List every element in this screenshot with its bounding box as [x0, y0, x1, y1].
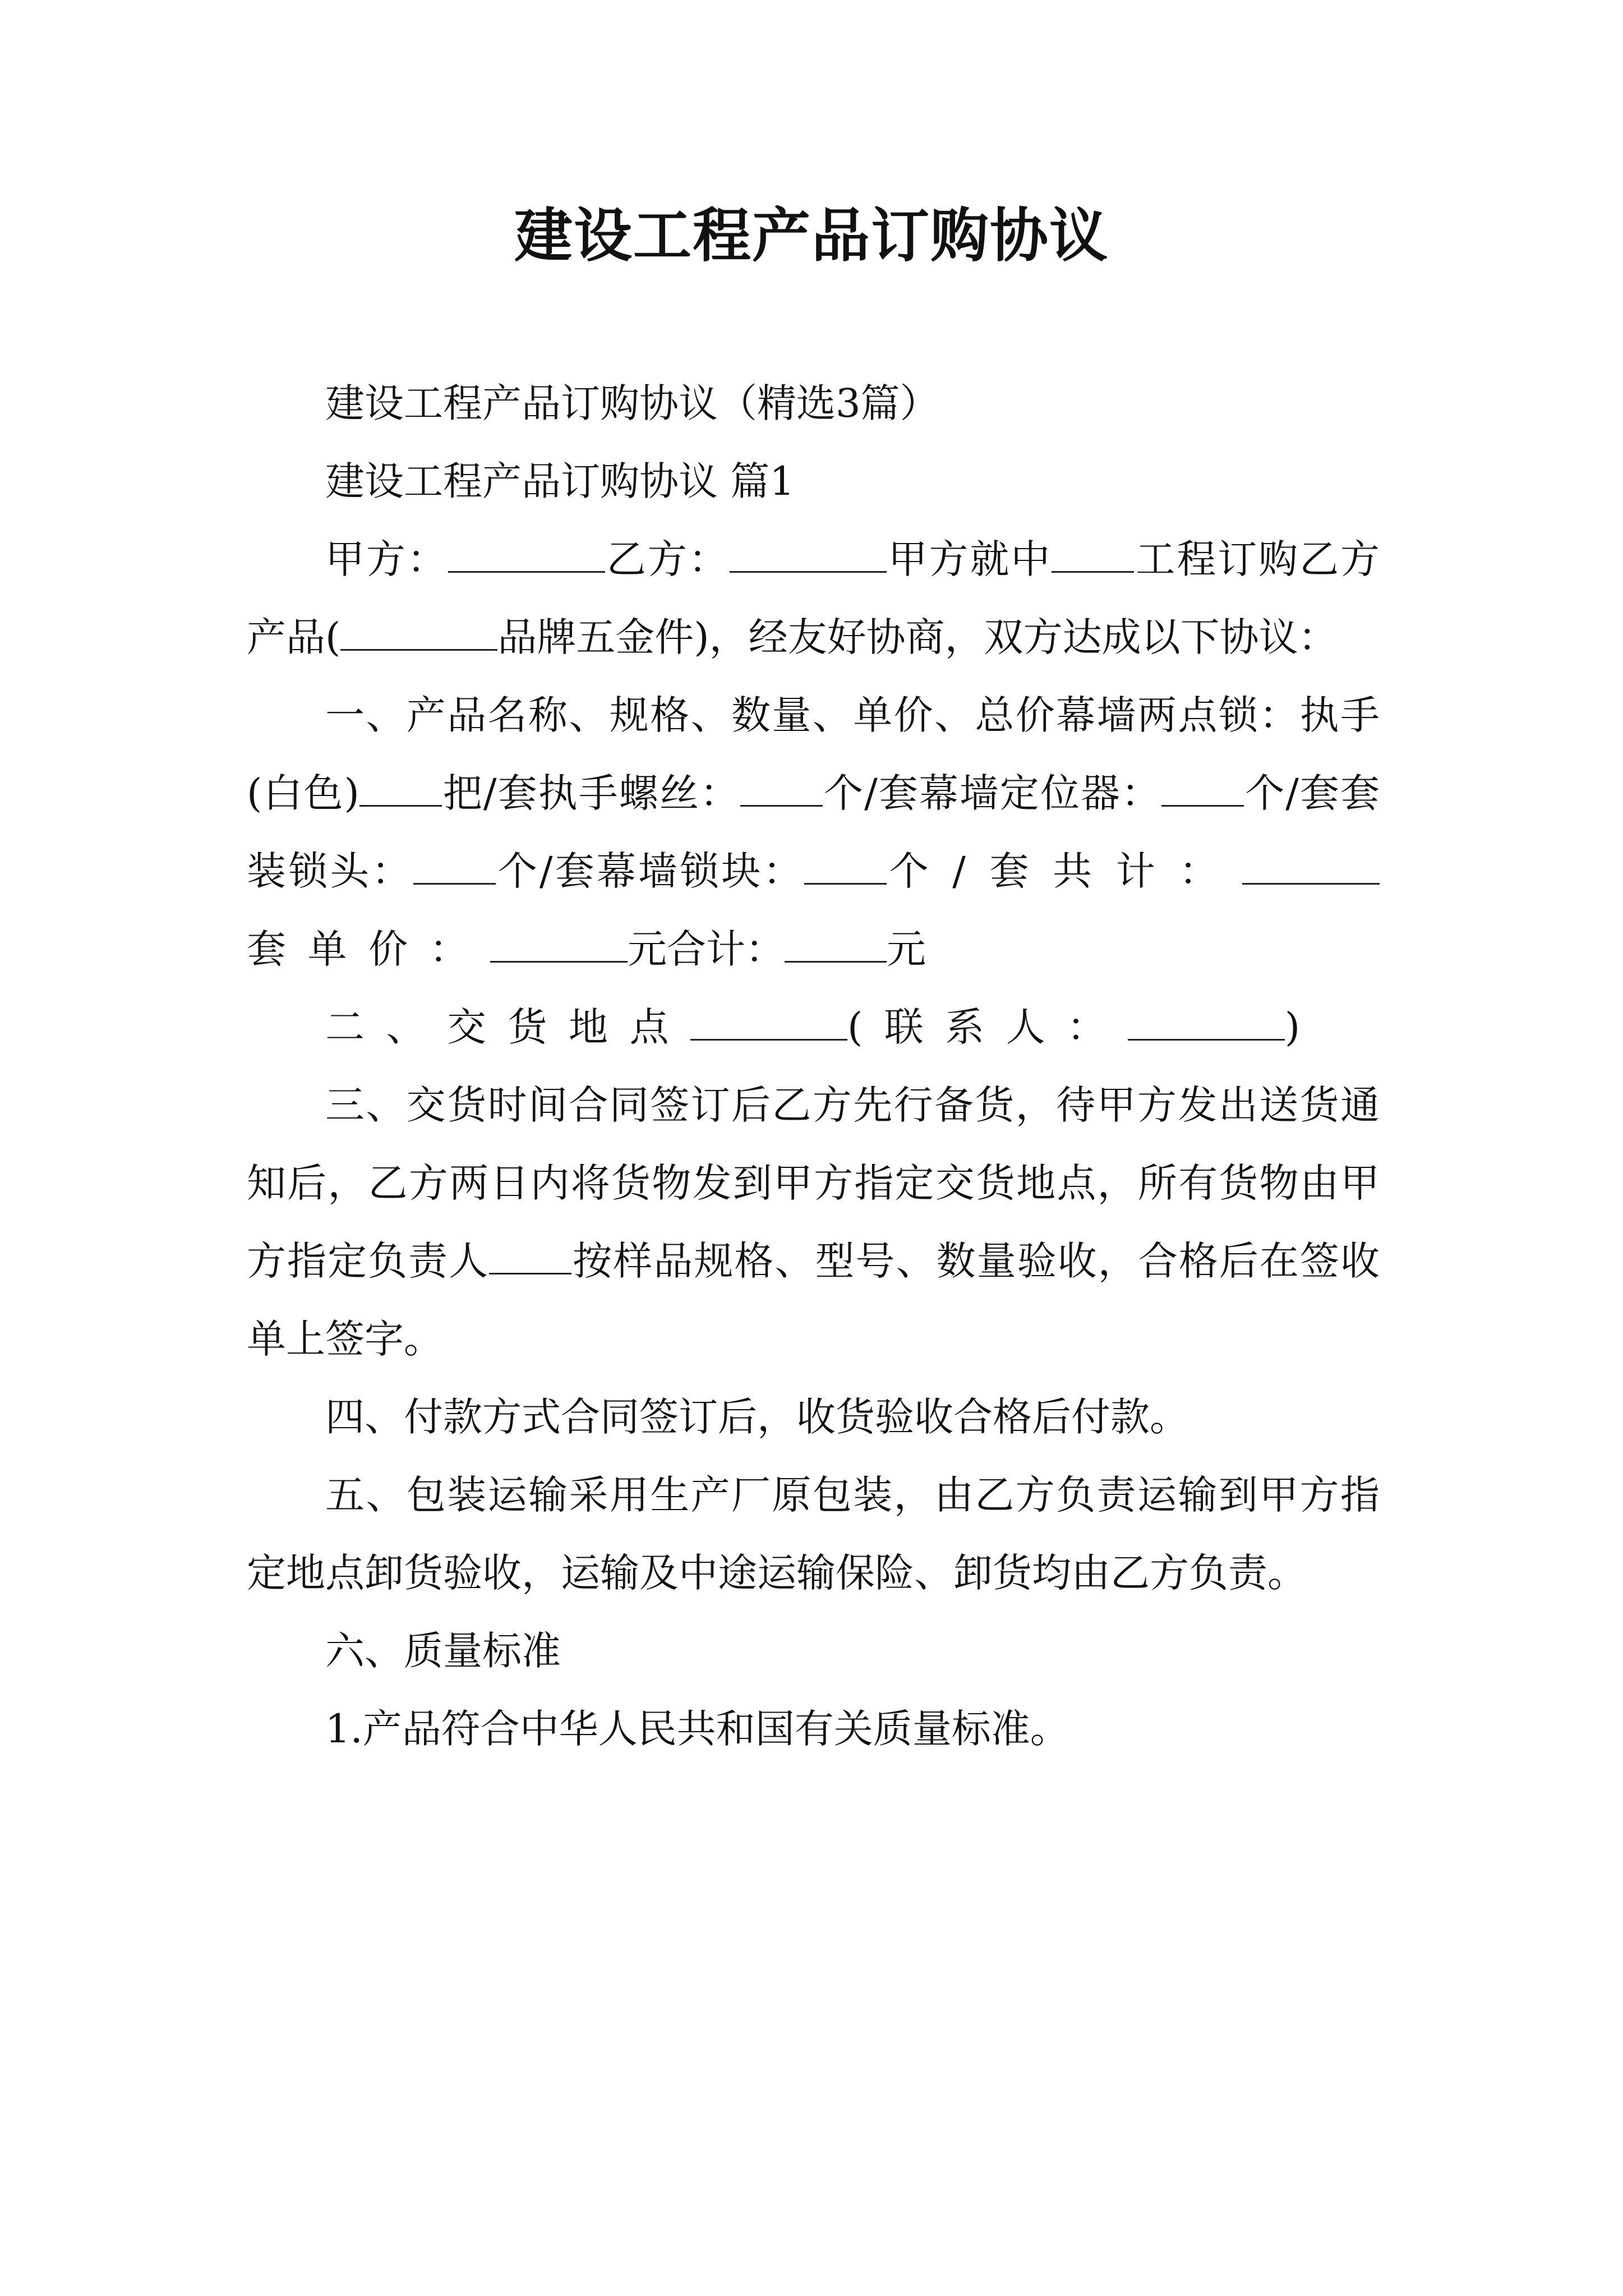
text-section-three: 三、交货时间合同签订后乙方先行备货，待甲方发出送货通知后，乙方两日内将货物发到甲方指定交货地点，所有货物由甲方指定负责人 — [247, 1082, 1380, 1284]
text-section-four: 四、付款方式合同签订后，收货验收合格后付款。 — [325, 1394, 1189, 1440]
lock-block-qty-blank — [804, 848, 887, 885]
paragraph-payment — [247, 1378, 1380, 1456]
party-a-blank — [448, 536, 605, 573]
party-b-blank — [730, 536, 887, 573]
responsible-person-blank — [489, 1237, 571, 1274]
total-sets-blank — [1242, 848, 1380, 885]
text-order-products: 工程订购乙方产品( — [247, 536, 1380, 660]
text-lock-head: 个/套套装锁头： — [247, 770, 1380, 894]
text-part-heading: 建设工程产品订购协议 篇1 — [325, 458, 795, 504]
text-section-two: 二、交货地点 — [325, 1004, 690, 1050]
text-handle-screw: 把/套执手螺丝： — [441, 770, 740, 816]
text-total-sets: 个/套共计： — [887, 848, 1242, 894]
paragraph-parties — [247, 521, 1380, 677]
text-inspection: 按样品规格、型号、数量验收，合格后在签收单上签字。 — [247, 1238, 1380, 1362]
text-project-intro: 甲方就中 — [886, 536, 1052, 582]
text-subtitle: 建设工程产品订购协议（精选3篇） — [325, 380, 939, 426]
paragraph-delivery-place — [247, 988, 1380, 1066]
text-agreement-reached: 品牌五金件)，经友好协商，双方达成以下协议： — [497, 614, 1338, 660]
unit-price-blank — [490, 926, 628, 963]
paragraph-delivery-time — [247, 1066, 1380, 1378]
text-sum-total: 元合计： — [628, 926, 785, 972]
lock-head-qty-blank — [413, 848, 496, 885]
text-party-a-label: 甲方： — [325, 536, 448, 582]
paragraph-part-heading — [247, 443, 1380, 521]
text-unit-price: 套单价： — [247, 926, 490, 972]
text-section-five: 五、包装运输采用生产厂原包装，由乙方负责运输到甲方指定地点卸货验收，运输及中途运输保险、卸货均由乙方负责。 — [247, 1472, 1380, 1596]
handle-qty-blank — [359, 770, 442, 807]
paragraph-packaging — [247, 1456, 1380, 1612]
text-quality-item-1: 1.产品符合中华人民共和国有关质量标准。 — [325, 1706, 1069, 1752]
paragraph-quality-heading — [247, 1612, 1380, 1690]
text-lock-block: 个/套幕墙锁块： — [495, 848, 805, 894]
text-section-one: 一、产品名称、规格、数量、单价、总价幕墙两点锁：执手(白色) — [247, 692, 1380, 816]
positioner-qty-blank — [1161, 770, 1244, 807]
delivery-place-blank — [690, 1004, 847, 1041]
brand-blank — [340, 614, 497, 651]
contact-blank — [1128, 1004, 1285, 1041]
text-contact-label: (联系人： — [847, 1004, 1128, 1050]
text-contact-close: ) — [1284, 1004, 1301, 1050]
document-title: 建设工程产品订购协议 — [514, 201, 1109, 270]
document-body — [247, 365, 1380, 1768]
sum-total-blank — [785, 926, 887, 963]
screw-qty-blank — [740, 770, 823, 807]
project-name-blank — [1052, 536, 1134, 573]
paragraph-product-spec — [247, 677, 1380, 988]
text-section-six: 六、质量标准 — [325, 1628, 561, 1674]
paragraph-quality-item-1 — [247, 1690, 1380, 1768]
text-party-b-label: 乙方： — [605, 536, 730, 582]
text-yuan: 元 — [887, 926, 926, 972]
paragraph-subtitle — [247, 365, 1380, 443]
text-positioner: 个/套幕墙定位器： — [822, 770, 1162, 816]
